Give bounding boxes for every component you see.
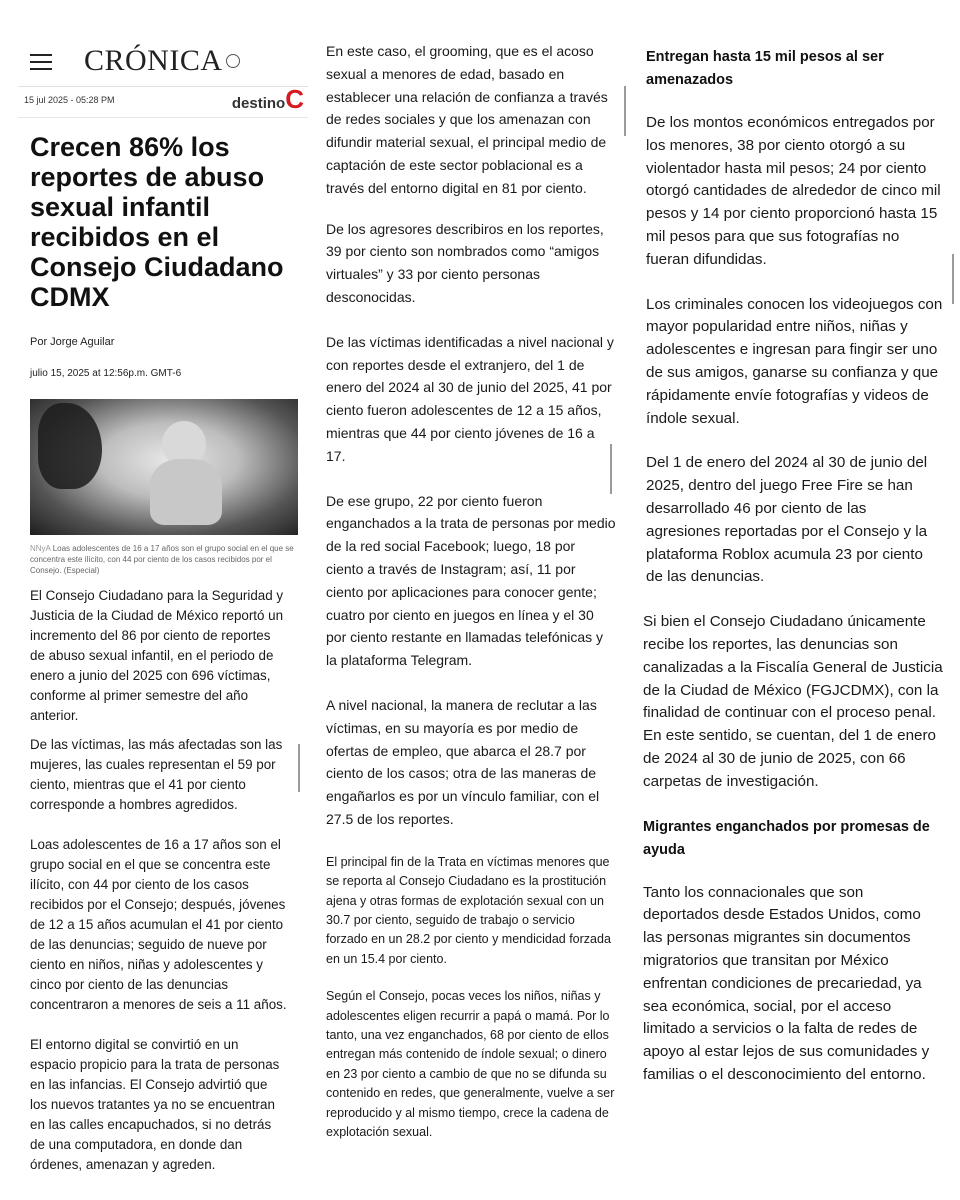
middle-column <box>326 40 616 1160</box>
paragraph: Loas adolescentes de 16 a 17 años son el grupo social en el que se concentra este ilícito, con 44 por ciento de los casos recibidos por el Consejo; después, jóvenes de 12 a 15 años acumulan el 41 por ciento de las denuncias; seguido de nueve por ciento en niños, niñas y adolescentes y cinco por ciento de las denuncias concentraron a menores de seis a 11 años. <box>30 837 287 1012</box>
publish-date: julio 15, 2025 at 12:56p.m. GMT-6 <box>30 368 182 379</box>
caption-credit: NNyA <box>30 544 51 553</box>
section-heading: Migrantes enganchados por promesas de ayuda <box>643 818 930 858</box>
site-logo[interactable]: CRÓNICA <box>84 44 223 77</box>
paragraph: De las víctimas identificadas a nivel nacional y con reportes desde el extranjero, del 1 de enero del 2024 al 30 de junio del 2025, 41 por ciento fueron adolescentes de 12 a 15 años, mientras que 44 por ciento jóvenes de 16 a 17. <box>326 333 614 464</box>
scroll-marker <box>624 86 626 136</box>
right-column <box>643 46 943 1109</box>
paragraph: De ese grupo, 22 por ciento fueron enganchados a la trata de personas por medio de la red social Facebook; luego, 18 por ciento a través de Instagram; así, 11 por ciento por aplicaciones para conocer gente; cuatro por ciento en juegos en línea y el 30 por ciento restante en llamadas telefónicas y la plataforma Telegram. <box>326 492 616 669</box>
left-column <box>18 40 308 1175</box>
section-logo-text: destino <box>231 95 286 112</box>
photo-caption <box>30 543 298 576</box>
scroll-marker <box>298 744 300 792</box>
paragraph: El entorno digital se convirtió en un espacio propicio para la trata de personas en las infancias. El Consejo advirtió que los nuevos tratantes ya no se encuentran en las calles encapuchados, si no detrás de una computadora, en donde dan órdenes, amenazan y agreden. <box>30 1037 280 1172</box>
paragraph: De los agresores describiros en los reportes, 39 por ciento son nombrados como “amigos virtuales” y 33 por ciento personas desconocidas. <box>326 220 604 305</box>
paragraph: A nivel nacional, la manera de reclutar a las víctimas, en su mayoría es por medio de ofertas de empleo, que abarca el 28.7 por ciento de los casos; otra de las maneras de engañarlos es por un vínculo familiar, con el 27.5 de los reportes. <box>326 696 600 827</box>
paragraph: De las víctimas, las más afectadas son las mujeres, las cuales representan el 59 por ciento, mientras que el 41 por ciento corresponde a hombres agredidos. <box>30 737 283 812</box>
article-title: Crecen 86% los reportes de abuso sexual infantil recibidos en el Consejo Ciudadano CDMX <box>30 132 284 312</box>
section-logo[interactable] <box>231 84 304 114</box>
paragraph: Los criminales conocen los videojuegos con mayor popularidad entre niños, niñas y adolescentes e ingresan para fingir ser uno de sus amigos, ganarse su confianza y que rápidamente envíe fotografías y videos de índole sexual. <box>646 295 943 427</box>
paragraph: El Consejo Ciudadano para la Seguridad y Justicia de la Ciudad de México reportó un incremento del 86 por ciento de reportes de abuso sexual infantil, en el periodo de enero a junio del 2025 con 696 víctimas, conforme al primer semestre del año anterior. <box>30 588 284 723</box>
sub-header <box>18 84 308 118</box>
author-byline: Por Jorge Aguilar <box>30 336 115 348</box>
paragraph: En este caso, el grooming, que es el acoso sexual a menores de edad, basado en establecer una relación de confianza a través de redes sociales y que los amenazan con difundir material sexual, el principal medio de captación de este sector poblacional es a través del entorno digital en 81 por ciento. <box>326 43 608 196</box>
menu-icon[interactable] <box>30 54 52 70</box>
section-logo-letter: C <box>285 84 304 114</box>
paragraph: Tanto los connacionales que son deportados desde Estados Unidos, como las personas migrantes sin documentos migratorios que transitan por México enfrentan condiciones de precariedad, ya sea económica, social, por el acceso limitado a servicios o la falta de redes de apoyo al estar lejos de sus comunidades y familias o el desconocimiento del entorno. <box>643 883 930 1083</box>
seal-icon <box>226 54 240 68</box>
paragraph: Del 1 de enero del 2024 al 30 de junio del 2025, dentro del juego Free Fire se han desarrollado 46 por ciento de las agresiones reportadas por el Consejo y la plataforma Roblox acumula 23 por ciento de las denuncias. <box>646 454 928 586</box>
scroll-marker <box>952 254 954 304</box>
paragraph: Según el Consejo, pocas veces los niños, niñas y adolescentes eligen recurrir a papá o mamá. Por lo tanto, una vez enganchados, 68 por ciento de ellos entregan más contenido de índole sexual; o dinero en 23 por ciento a cambio de que no se difunda su contenido en redes, que generalmente, vuelve a ser reproducido y al mismo tiempo, crece la cadena de explotación sexual. <box>326 989 615 1139</box>
shadow-hand-shape <box>38 403 102 489</box>
section-heading: Entregan hasta 15 mil pesos al ser amenazados <box>646 49 884 88</box>
timestamp: 15 jul 2025 - 05:28 PM <box>24 95 115 105</box>
site-header <box>18 40 308 87</box>
child-body-shape <box>150 459 222 525</box>
paragraph: De los montos económicos entregados por los menores, 38 por ciento otorgó a su violentador hasta mil pesos; 24 por ciento otorgó cantidades de alrededor de cinco mil pesos y 14 por ciento proporcionó hasta 15 mil pesos para que sus fotografías no fueran difundidas. <box>646 114 941 268</box>
scroll-marker <box>610 444 612 494</box>
article-photo <box>30 399 298 535</box>
paragraph: El principal fin de la Trata en víctimas menores que se reporta al Consejo Ciudadano es la prostitución ajena y otras formas de explotación sexual con un 30.7 por ciento, seguido de trabajo o servicio forzado en un 28.2 por ciento y mendicidad forzada en un 15.4 por ciento. <box>326 854 611 966</box>
caption-text: Loas adolescentes de 16 a 17 años son el grupo social en el que se concentra este ilícito, con 44 por ciento de los casos recibidos por el Consejo. (Especial) <box>30 544 294 575</box>
paragraph: Si bien el Consejo Ciudadano únicamente recibe los reportes, las denuncias son canalizadas a la Fiscalía General de Justicia de la Ciudad de México (FGJCDMX), con la finalidad de continuar con el proceso penal. En este sentido, se cuentan, del 1 de enero de 2024 al 30 de junio de 2025, con 66 carpetas de investigación. <box>643 613 943 790</box>
